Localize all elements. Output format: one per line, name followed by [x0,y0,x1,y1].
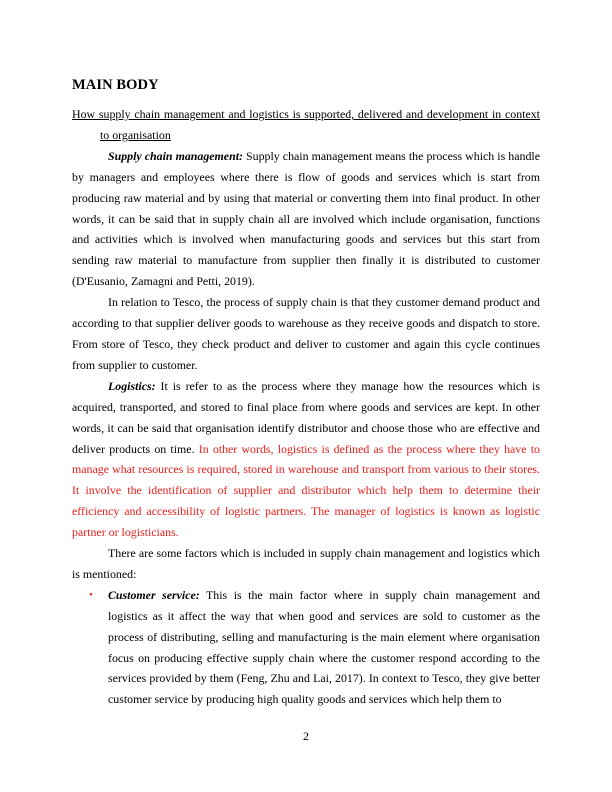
paragraph-factors-intro [72,543,540,585]
paragraph-supply-chain [72,146,540,292]
paragraph-supply-chain-text: Supply chain management means the process which is handle by managers and employees where there is flow of goods and services which is start from producing raw material and by using that material or converting them into final product. In other words, it can be said that in supply chain all are involved which include organisation, functions and activities which is involved when manufacturing goods and services but this start from sending raw material to manufacture from supplier then finally it is distributed to customer (D'Eusanio, Zamagni and Petti, 2019). [72,148,540,289]
paragraph-logistics [72,376,540,543]
term-logistics: Logistics: [108,378,156,393]
list-item-customer-service [89,585,540,710]
body-content [72,104,540,710]
paragraph-factors-intro-text: There are some factors which is included in supply chain management and logistics which is mentioned: [72,546,540,581]
section-subheading: How supply chain management and logistics is supported, delivered and development in context to organisation [72,107,540,142]
paragraph-tesco [72,292,540,376]
term-customer-service: Customer service: [108,587,200,602]
paragraph-tesco-text: In relation to Tesco, the process of supply chain is that they customer demand product and according to that supplier deliver goods to warehouse as they receive goods and dispatch to store. From store of Tesco, they check product and deliver to customer and again this cycle continues from supplier to customer. [72,295,540,372]
page-number: 2 [303,729,309,743]
list-item-customer-service-text: This is the main factor where in supply chain management and logistics as it affect the way that when good and services are sold to customer as the process of distributing, selling and manufacturing is the main element where organisation focus on producing effective supply chain where the customer respond according to the services provided by them (Feng, Zhu and Lai, 2017). In context to Tesco, they give better customer service by producing high quality goods and services which help them to [108,587,540,707]
paragraph-logistics-text: It is refer to as the process where they manage how the resources which is acquired, transported, and stored to final place from where goods and services are kept. In other words, it can be said that organisation identify distributor and choose those who are effective and deliver products on time. [72,378,540,456]
section-heading: MAIN BODY [72,77,159,93]
bullet-icon: • [89,588,93,601]
term-supply-chain-management: Supply chain management: [108,148,243,163]
paragraph-logistics-highlight: In other words, logistics is defined as the process where they have to manage what resources is required, stored in warehouse and transport from various to their stores. It involve the identification of supplier and distributor which help them to determine their efficiency and accessibility of logistic partners. The manager of logistics is known as logistic partner or logisticians. [72,441,540,540]
factors-list [72,585,540,710]
